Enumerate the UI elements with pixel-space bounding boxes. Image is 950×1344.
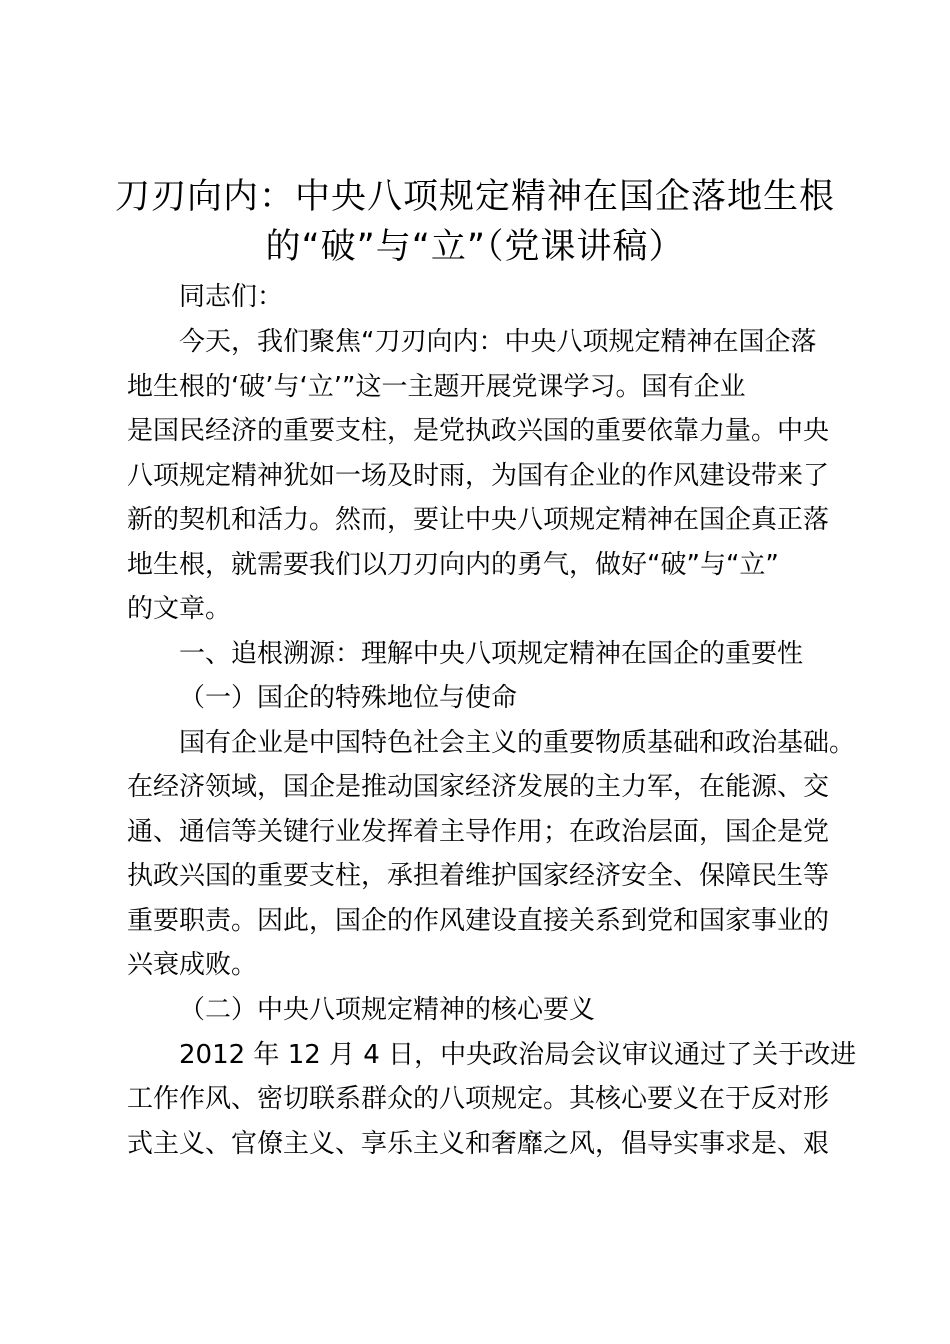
intro-line: 地生根，就需要我们以刀刃向内的勇气，做好“破”与“立” [127,550,779,580]
sub1-line: 通、通信等关键行业发挥着主导作用；在政治层面，国企是党 [127,817,830,847]
intro-line: 是国民经济的重要支柱，是党执政兴国的重要依靠力量。中央 [127,416,830,446]
sub1-line: 兴衰成败。 [127,950,258,980]
intro-line: 地生根的‘破’与‘立’”这一主题开展党课学习。国有企业 [127,372,746,402]
section-heading: 一、追根溯源：理解中央八项规定精神在国企的重要性 [179,639,804,669]
sub1-line: 执政兴国的重要支柱，承担着维护国家经济安全、保障民生等 [127,861,830,891]
sub1-line: 在经济领域，国企是推动国家经济发展的主力军，在能源、交 [127,772,830,802]
intro-line: 的文章。 [127,594,232,624]
sub1-line: 重要职责。因此，国企的作风建设直接关系到党和国家事业的 [127,906,830,936]
salutation: 同志们： [179,282,284,312]
intro-line: 八项规定精神犹如一场及时雨，为国有企业的作风建设带来了 [127,461,830,491]
sub2-line: 2012 年 12 月 4 日，中央政治局会议审议通过了关于改进 [179,1040,857,1070]
document-title-line-1: 刀刃向内：中央八项规定精神在国企落地生根 [114,177,835,217]
sub2-line: 工作作风、密切联系群众的八项规定。其核心要义在于反对形 [127,1084,830,1114]
intro-line: 新的契机和活力。然而，要让中央八项规定精神在国企真正落 [127,505,830,535]
sub2-line: 式主义、官僚主义、享乐主义和奢靡之风，倡导实事求是、艰 [127,1129,830,1159]
document-title-line-2: 的“破”与“立”（党课讲稿） [265,227,685,267]
subsection-heading: （一）国企的特殊地位与使命 [179,683,518,713]
intro-line: 今天，我们聚焦“刀刃向内：中央八项规定精神在国企落 [179,327,817,357]
subsection-heading: （二）中央八项规定精神的核心要义 [179,995,596,1025]
sub1-line: 国有企业是中国特色社会主义的重要物质基础和政治基础。 [179,728,856,758]
